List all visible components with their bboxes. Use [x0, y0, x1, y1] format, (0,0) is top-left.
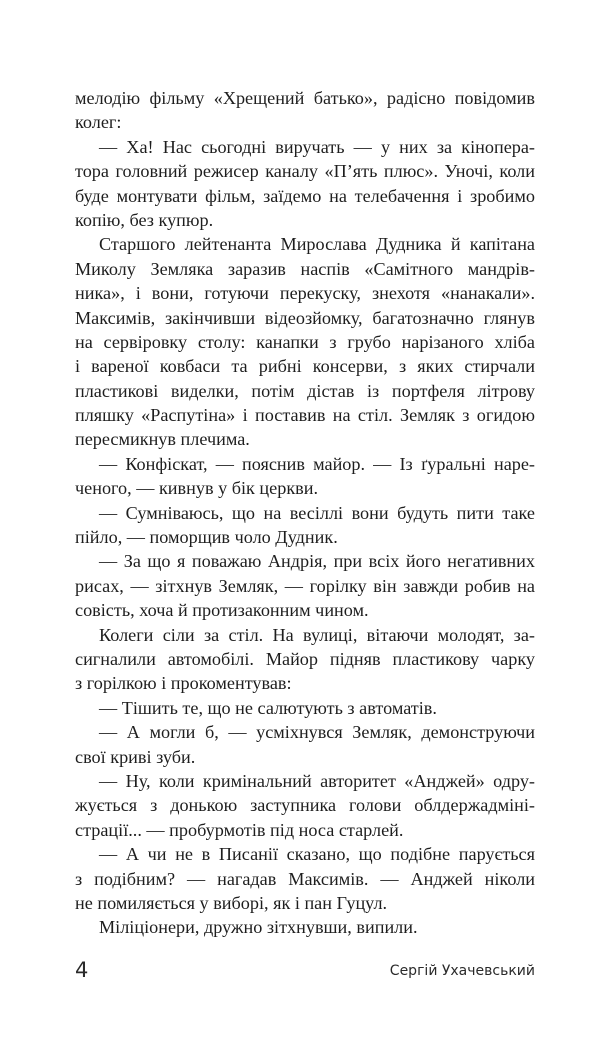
running-footer-author: Сергій Ухачевський [389, 963, 535, 979]
page-number: 4 [75, 958, 89, 982]
text-line: буде монтувати фільм, заїдемо на телебачення і зробимо [75, 185, 535, 206]
text-line: Колеги сіли за стіл. На вулиці, вітаючи молодят, за- [99, 624, 535, 645]
text-line: пересмикнув плечима. [75, 429, 250, 450]
text-line: — Конфіскат, — пояснив майор. — Із ґуральні наре- [99, 453, 535, 474]
text-line: мелодію фільму «Хрещений батько», радісно повідомив [75, 88, 535, 108]
text-line: тора головний режисер каналу «П’ять плюс». Уночі, коли [75, 161, 535, 182]
text-line: і вареної ковбаси та рибні консерви, з яких стирчали [75, 356, 535, 377]
text-line: — За що я поважаю Андрія, при всіх його негативних [99, 551, 535, 572]
text-line: рисах, — зітхнув Земляк, — горілку він завжди робив на [75, 575, 535, 596]
text-line: — Сумніваюсь, що на весіллі вони будуть пити таке [99, 502, 535, 523]
text-line: — А чи не в Писанії сказано, що подібне парується [99, 844, 535, 865]
text-line: з подібним? — нагадав Максимів. — Анджей ніколи [75, 868, 535, 889]
text-line: сигналили автомобілі. Майор підняв пластикову чарку [75, 648, 535, 669]
text-line: Міліціонери, дружно зітхнувши, випили. [99, 917, 418, 938]
text-line: — Ну, коли кримінальний авторитет «Анджей» одру- [99, 770, 535, 791]
text-line: Миколу Земляка заразив наспів «Самітного мандрів- [75, 258, 535, 279]
text-line: не помиляється у виборі, як і пан Гуцул. [75, 892, 388, 913]
text-line: — Ха! Нас сьогодні виручать — у них за кінопера- [99, 136, 535, 157]
text-line: з горілкою і прокоментував: [75, 673, 292, 694]
text-line: пластикові виделки, потім дістав із портфеля літрову [75, 380, 535, 401]
text-line: колег: [75, 112, 122, 133]
text-line: ника», і вони, готуючи перекуску, знехотя «нанакали». [75, 283, 535, 304]
text-line: — Тішить те, що не салютують з автоматів. [99, 697, 437, 718]
text-line: свої криві зуби. [75, 746, 196, 767]
text-line: страції... — пробурмотів під носа старлей. [75, 819, 404, 840]
text-line: Максимів, закінчивши відеозйомку, багатозначно глянув [75, 307, 535, 328]
text-line: на сервіровку столу: канапки з грубо нарізаного хліба [75, 331, 535, 352]
text-line: совість, хоча й протизаконним чином. [75, 600, 369, 621]
text-line: Старшого лейтенанта Мирослава Дудника й капітана [99, 234, 535, 255]
text-line: жується з донькою заступника голови облдержадміні- [75, 795, 535, 816]
text-line: пляшку «Распутіна» і поставив на стіл. Земляк з огидою [75, 405, 535, 426]
page-body-text [75, 86, 535, 940]
text-line: ченого, — кивнув у бік церкви. [75, 478, 319, 499]
page-footer [75, 958, 535, 988]
text-line: — А могли б, — усміхнувся Земляк, демонструючи [99, 722, 535, 743]
text-line: копію, без купюр. [75, 209, 214, 230]
text-line: пійло, — поморщив чоло Дудник. [75, 527, 338, 548]
